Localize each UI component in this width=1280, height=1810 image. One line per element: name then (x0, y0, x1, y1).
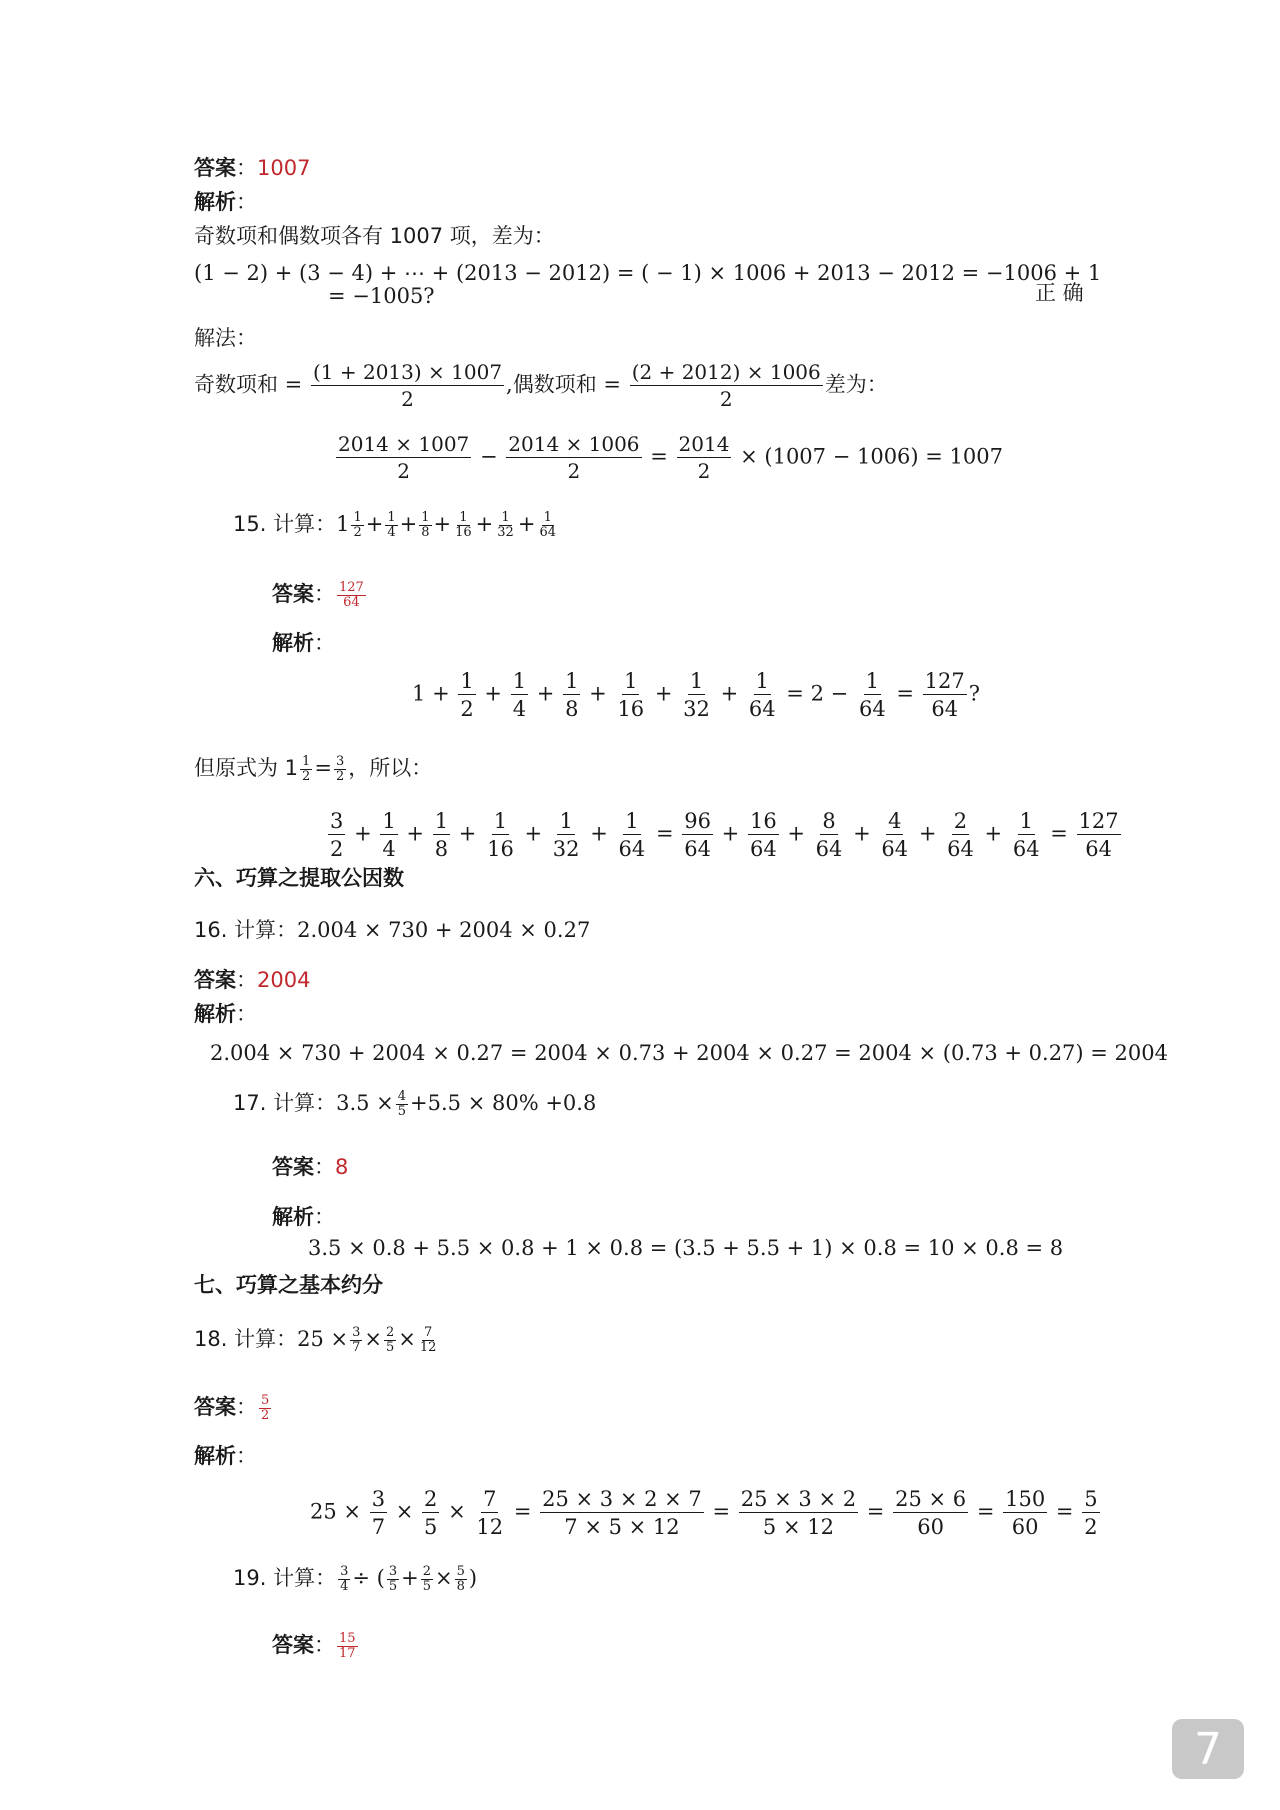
fraction: $\frac{1}{16}$ (455, 510, 472, 540)
answer-line-q17: 答案：8 (272, 1155, 349, 1179)
fraction: $\frac{(1 + 2013) \times 1007}{2}$ (312, 360, 503, 411)
fraction: $\frac{3}{7}$ (352, 1325, 361, 1355)
fraction: $\frac{96}{64}$ (684, 809, 711, 862)
answer-label: 答案 (194, 156, 236, 180)
q17-solution: 3.5 × 0.8 + 5.5 × 0.8 + 1 × 0.8 = (3.5 + 5.5 + 1) × 0.8 = 10 × 0.8 = 8 (308, 1236, 1064, 1260)
q15-sum-equation: 1 + $\frac{1}{2}$ + $\frac{1}{4}$ + $\frac{1}{8}$ + $\frac{1}{16}$ + $\frac{1}{32}$ + $\frac{1}{64}$ = 2 − $\frac{1}{64}$ = $\frac{127}{64}$ ? (412, 669, 981, 722)
answer-fraction: $\frac{15}{17}$ (339, 1631, 356, 1661)
analysis-line-q15: 解析： (272, 631, 335, 655)
fraction: $\frac{2}{5}$ (424, 1487, 438, 1540)
q15-note: 但原式为 1 $\frac{1}{2}$ = $\frac{3}{2}$ ，所以： (194, 754, 433, 784)
fraction: $\frac{1}{32}$ (683, 669, 710, 722)
q16-solution: 2.004 × 730 + 2004 × 0.27 = 2004 × 0.73 + 2004 × 0.27 = 2004 × (0.73 + 0.27) = 2004 (210, 1041, 1169, 1065)
fraction: $\frac{1}{32}$ (497, 510, 514, 540)
fraction: $\frac{3}{2}$ (335, 754, 345, 784)
fraction: $\frac{1}{64}$ (539, 510, 556, 540)
fraction: $\frac{1}{16}$ (487, 809, 514, 862)
fraction: $\frac{1}{64}$ (618, 809, 646, 862)
fraction: $\frac{1}{16}$ (617, 669, 645, 722)
fraction: $\frac{4}{64}$ (881, 809, 909, 862)
fraction: $\frac{5}{2}$ (1084, 1487, 1098, 1540)
fraction: $\frac{1}{4}$ (387, 510, 396, 540)
fraction: $\frac{2}{64}$ (947, 809, 974, 862)
answer-fraction: $\frac{5}{2}$ (261, 1393, 270, 1423)
answer-line-q19: 答案： $\frac{15}{17}$ (272, 1631, 356, 1661)
question-16: 16. 计算：2.004 × 730 + 2004 × 0.27 (194, 918, 591, 942)
fraction: $\frac{1}{8}$ (421, 510, 430, 540)
equation-line-1: (1 − 2) + (3 − 4) + ⋯ + (2013 − 2012) = ( − 1) × 1006 + 2013 − 2012 = −1006 + 1 (194, 261, 1102, 285)
question-19: 19. 计算： $\frac{3}{4}$ ÷ ( $\frac{3}{5}$ + $\frac{2}{5}$ × $\frac{5}{8}$ ) (233, 1564, 478, 1594)
side-note: 正 确 (1035, 281, 1084, 305)
fraction: $\frac{1}{8}$ (565, 669, 579, 722)
section-heading-7: 七、巧算之基本约分 (194, 1273, 383, 1297)
fraction: $\frac{1}{2}$ (353, 510, 362, 540)
fraction: $\frac{1}{2}$ (460, 669, 474, 722)
fraction: $\frac{8}{64}$ (815, 809, 843, 862)
fraction: $\frac{1}{2}$ (302, 754, 311, 784)
fraction: $\frac{25 \times 3 \times 2 \times 7}{7 \times 5 \times 12}$ (542, 1487, 702, 1540)
fraction: $\frac{127}{64}$ (1078, 809, 1119, 862)
difference-equation: $\frac{2014 \times 1007}{2}$ − $\frac{2014 \times 1006}{2}$ = $\frac{2014}{2}$ × (1007 − 1006) = 1007 (338, 432, 1004, 483)
fraction: $\frac{3}{5}$ (388, 1564, 398, 1594)
q18-solution: 25 × $\frac{3}{7}$ × $\frac{2}{5}$ × $\frac{7}{12}$ = $\frac{25 \times 3 \times 2 \times 7}{7 \times 5 \times 12}$ = $\frac{25 \times 3 \times 2}{5 \times 12}$ = $\frac{25 \times 6}{60}$ = $\frac{150}{60}$ = $\frac{5}{2}$ (310, 1487, 1098, 1540)
fraction: $\frac{3}{4}$ (340, 1564, 349, 1594)
fraction: $\frac{7}{12}$ (476, 1487, 504, 1540)
fraction: $\frac{3}{7}$ (371, 1487, 386, 1540)
answer-line-1007: 答案：1007 (194, 156, 311, 180)
fraction: $\frac{2014 \times 1006}{2}$ (508, 432, 640, 483)
fraction: $\frac{25 \times 6}{60}$ (895, 1487, 967, 1540)
fraction: $\frac{25 \times 3 \times 2}{5 \times 12}$ (740, 1487, 857, 1540)
question-15: 15. 计算：1 $\frac{1}{2}$ + $\frac{1}{4}$ + $\frac{1}{8}$ + $\frac{1}{16}$ + $\frac{1}{32}$ + $\frac{1}{64}$ (233, 510, 556, 540)
answer-fraction: $\frac{127}{64}$ (339, 580, 364, 610)
equation-line-2: = −1005? (328, 284, 435, 308)
analysis-intro: 奇数项和偶数项各有 1007 项，差为： (194, 224, 555, 248)
analysis-line: 解析： (194, 190, 257, 214)
fraction: $\frac{5}{8}$ (456, 1564, 465, 1594)
answer-line-q15: 答案： $\frac{127}{64}$ (272, 580, 364, 610)
fraction: $\frac{2014}{2}$ (678, 432, 730, 483)
fraction: $\frac{3}{2}$ (330, 809, 344, 862)
fraction: $\frac{1}{64}$ (858, 669, 886, 722)
analysis-label: 解析 (194, 190, 236, 214)
fraction: $\frac{1}{4}$ (382, 809, 396, 862)
fraction: $\frac{1}{8}$ (434, 809, 449, 862)
answer-value: 1007 (257, 156, 311, 180)
fraction: $\frac{2}{5}$ (422, 1564, 431, 1594)
fraction: $\frac{7}{12}$ (419, 1325, 437, 1355)
fraction: $\frac{1}{64}$ (1012, 809, 1040, 862)
question-18: 18. 计算：25 × $\frac{3}{7}$ × $\frac{2}{5}$ × $\frac{7}{12}$ (194, 1325, 437, 1355)
fraction: $\frac{2}{5}$ (385, 1325, 395, 1355)
fraction: $\frac{16}{64}$ (749, 809, 777, 862)
fraction: $\frac{1}{64}$ (748, 669, 776, 722)
question-17: 17. 计算：3.5 × $\frac{4}{5}$ +5.5 × 80% +0.8 (233, 1089, 597, 1119)
fraction: $\frac{150}{60}$ (1005, 1487, 1046, 1540)
answer-line-q16: 答案：2004 (194, 968, 311, 992)
analysis-line-q18: 解析： (194, 1444, 257, 1468)
fraction: $\frac{4}{5}$ (397, 1089, 407, 1119)
section-heading-6: 六、巧算之提取公因数 (194, 866, 404, 890)
fraction: $\frac{127}{64}$ (924, 669, 965, 722)
fraction: $\frac{1}{32}$ (552, 809, 580, 862)
odd-even-sum-line: 奇数项和 = $\frac{(1 + 2013) \times 1007}{2}$ ,偶数项和 = $\frac{(2 + 2012) \times 1006}{2}$ 差为： (194, 360, 888, 411)
method-label: 解法： (194, 326, 257, 350)
q15-corrected-equation: $\frac{3}{2}$ + $\frac{1}{4}$ + $\frac{1}{8}$ + $\frac{1}{16}$ + $\frac{1}{32}$ + $\frac{1}{64}$ = $\frac{96}{64}$ + $\frac{16}{64}$ + $\frac{8}{64}$ + $\frac{4}{64}$ + $\frac{2}{64}$ + $\frac{1}{64}$ = $\frac{127}{64}$ (330, 809, 1119, 862)
analysis-line-q17: 解析： (272, 1205, 335, 1229)
answer-line-q18: 答案： $\frac{5}{2}$ (194, 1393, 270, 1423)
fraction: $\frac{1}{4}$ (512, 669, 527, 722)
page-number-badge: 7 (1172, 1719, 1244, 1779)
fraction: $\frac{2014 \times 1007}{2}$ (338, 432, 470, 483)
analysis-line-q16: 解析： (194, 1002, 257, 1026)
fraction: $\frac{(2 + 2012) \times 1006}{2}$ (631, 360, 821, 411)
